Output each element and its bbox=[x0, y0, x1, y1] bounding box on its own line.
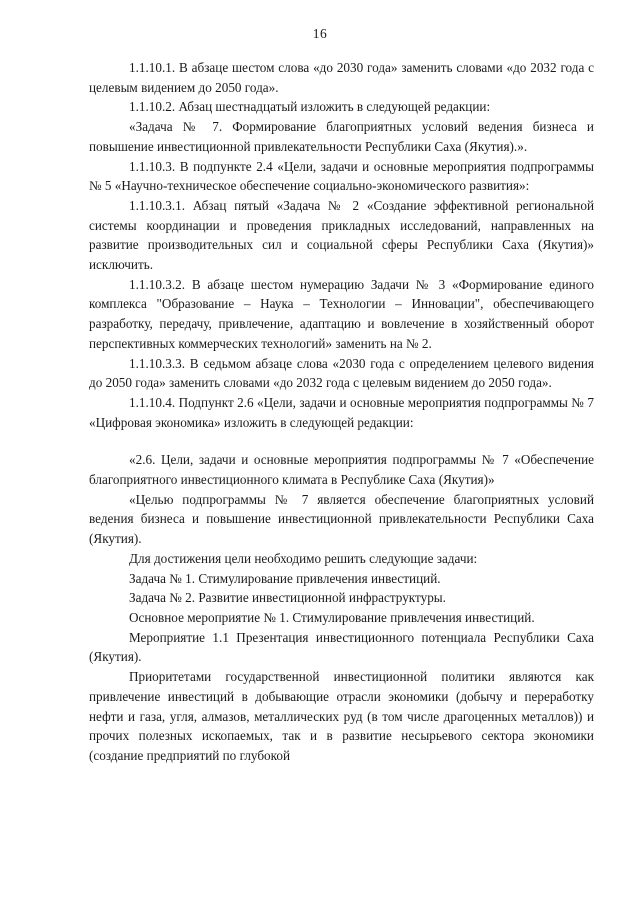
paragraph-1-1-10-3-2: 1.1.10.3.2. В абзаце шестом нумерацию Задачи № 3 «Формирование единого комплекса "Образование – Наука – Технологии – Инновации", обеспечивающего разработку, передачу, привлечение, адаптацию и вовлечение в хозяйственный оборот перспективных коммерческих технологий» заменить на № 2. bbox=[89, 276, 594, 351]
main-activity-1: Основное мероприятие № 1. Стимулирование привлечения инвестиций. bbox=[129, 609, 535, 625]
page-number: 16 bbox=[312, 26, 328, 41]
paragraph-task-7: «Задача № 7. Формирование благоприятных условий ведения бизнеса и повышение инвестиционной привлекательности Республики Саха (Якутия).». bbox=[89, 119, 594, 154]
task-1: Задача № 1. Стимулирование привлечения инвестиций. bbox=[129, 570, 441, 586]
task-2: Задача № 2. Развитие инвестиционной инфраструктуры. bbox=[129, 590, 446, 606]
section-gap bbox=[89, 432, 594, 450]
paragraph-1-1-10-4: 1.1.10.4. Подпункт 2.6 «Цели, задачи и основные мероприятия подпрограммы № 7 «Цифровая экономика» изложить в следующей редакции: bbox=[89, 394, 594, 430]
subprogram-goal: «Целью подпрограммы № 7 является обеспечение благоприятных условий ведения бизнеса и повышение инвестиционной привлекательности Республики Саха (Якутия). bbox=[89, 491, 594, 547]
paragraph-1-1-10-2: 1.1.10.2. Абзац шестнадцатый изложить в следующей редакции: bbox=[129, 99, 491, 115]
paragraph-1-1-10-3: 1.1.10.3. В подпункте 2.4 «Цели, задачи и основные мероприятия подпрограммы № 5 «Научно-техническое обеспечение социально-экономического развития»: bbox=[89, 158, 594, 194]
tasks-intro: Для достижения цели необходимо решить следующие задачи: bbox=[129, 550, 478, 566]
activity-1-1: Мероприятие 1.1 Презентация инвестиционного потенциала Республики Саха (Якутия). bbox=[89, 629, 594, 665]
section-2-6-heading: «2.6. Цели, задачи и основные мероприятия подпрограммы № 7 «Обеспечение благоприятного инвестиционного климата в Республике Саха (Якутия)» bbox=[89, 452, 594, 488]
paragraph-1-1-10-3-3: 1.1.10.3.3. В седьмом абзаце слова «2030 года с определением целевого видения до 2050 года» заменить словами «до 2032 года с целевым видением до 2050 года». bbox=[89, 355, 594, 391]
paragraph-1-1-10-1: 1.1.10.1. В абзаце шестом слова «до 2030 года» заменить словами «до 2032 года с целевым видением до 2050 года». bbox=[89, 60, 594, 95]
paragraph-1-1-10-3-1: 1.1.10.3.1. Абзац пятый «Задача № 2 «Создание эффективной региональной системы координации и проведения прикладных исследований, направленных на развитие производительных сил и социальной сферы Республики Саха (Якутия)» исключить. bbox=[89, 197, 594, 273]
document-body bbox=[89, 58, 594, 766]
investment-priorities: Приоритетами государственной инвестиционной политики являются как привлечение инвестиций в добывающие отрасли экономики (добычу и переработку нефти и газа, угля, алмазов, металлических руд (в том числе драгоценных металлов)) и прочих полезных ископаемых, так и в развитие несырьевого сектора экономики (создание предприятий по глубокой bbox=[89, 669, 594, 763]
